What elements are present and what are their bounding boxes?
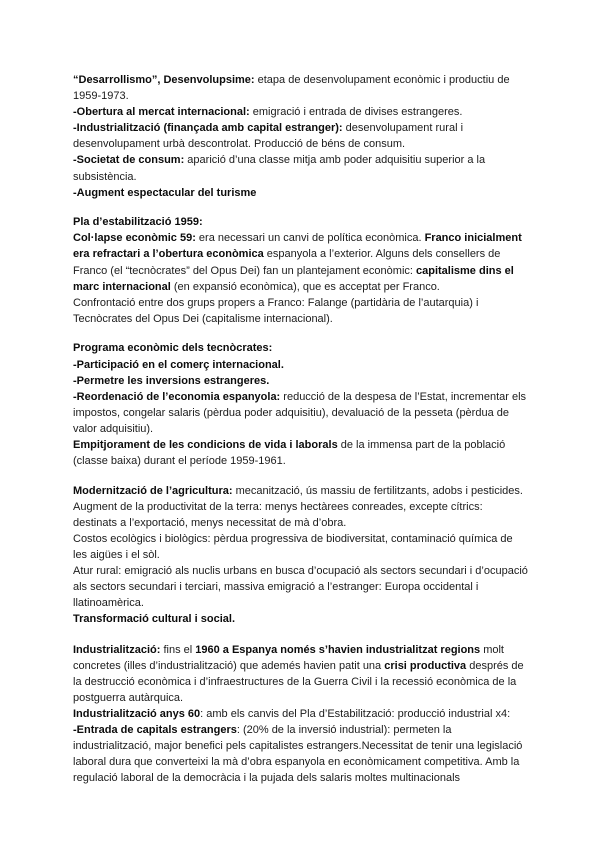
confrontacio-paragraph: Confrontació entre dos grups propers a Franco: Falange (partidària de l’autarquia) i Tecnòcrates del Opus Dei (capitalisme internacional). [73, 296, 479, 325]
participacio-paragraph: -Participació en el comerç internacional. [73, 358, 284, 371]
document-page [73, 72, 529, 786]
obertura-paragraph: -Obertura al mercat internacional: emigració i entrada de divises estrangeres. [73, 106, 463, 119]
collapse-paragraph: Col·lapse econòmic 59: era necessari un canvi de política econòmica. Franco inicialment era refractari a l’obertura econòmica espanyola a l’exterior. Alguns dels consellers de Franco (el “tecnòcrates” del Opus Dei) fan un plantejament econòmic: capitalisme dins el marc internacional (en expansió econòmica), que es acceptat per Franco. [73, 232, 522, 293]
empitjorament-paragraph: Empitjorament de les condicions de vida i laborals de la immensa part de la població (classe baixa) durant el període 1959-1961. [73, 438, 506, 468]
inversions-paragraph: -Permetre les inversions estrangeres. [73, 374, 270, 387]
industrialitzacio-60-paragraph: Industrialització anys 60: amb els canvis del Pla d’Estabilització: producció industrial x4: [73, 707, 511, 720]
industrialitzacio-history-paragraph: Industrialització: fins el 1960 a Espanya només s’havien industrialitzat regions molt concretes (illes d’industrialització) que ademés havien patit una crisi productiva després de la destrucció econòmica i d’infraestructures de la Guerra Civil i la recessió econòmica de la postguerra autàrquica. [73, 643, 524, 704]
programa-heading: Programa econòmic dels tecnòcrates: [73, 342, 273, 355]
societat-consum-paragraph: -Societat de consum: aparició d’una classe mitja amb poder adquisitiu superior a la subsistència. [73, 154, 486, 183]
agricultura-paragraph: Modernització de l’agricultura: mecanització, ús massiu de fertilitzants, adobs i pesticides. [73, 484, 523, 497]
industrialitzacio-paragraph: -Industrialització (finançada amb capital estranger): desenvolupament rural i desenvolupament urbà descontrolat. Producció de béns de consum. [73, 122, 464, 151]
transformacio-paragraph: Transformació cultural i social. [73, 613, 235, 626]
turisme-paragraph: -Augment espectacular del turisme [73, 186, 257, 199]
atur-rural-paragraph: Atur rural: emigració als nuclis urbans en busca d’ocupació als sectors secundari i d’ocupació als sectors secundari i terciari, massiva emigració a l’estranger: Europa occidental i llatinoamèrica. [73, 565, 528, 610]
section-gap [73, 628, 529, 642]
pla-estabilitzacio-heading: Pla d’estabilització 1959: [73, 216, 203, 229]
productivitat-paragraph: Augment de la productivitat de la terra: menys hectàrees conreades, excepte cítrics: destinats a l’exportació, menys necessitat de mà d’obra. [73, 500, 483, 529]
desarrollismo-paragraph: “Desarrollismo”, Desenvolupsime: etapa de desenvolupament econòmic i productiu de 1959-1973. [73, 74, 510, 103]
capitals-estrangers-paragraph: -Entrada de capitals estrangers: (20% de la inversió industrial): permeten la industrialització, major benefici pels capitalistes estrangers.Necessitat de tenir una legislació laboral dura que converteixi la mà d’obra espanyola en econòmicament competitiva. Amb la regulació laboral de la democràcia i la pujada dels salaris moltes multinacionals [73, 723, 523, 785]
reordenacio-paragraph: -Reordenació de l’economia espanyola: reducció de la despesa de l’Estat, incrementar els impostos, congelar salaris (pèrdua poder adquisitiu), devaluació de la pesseta (pèrdua de valor adquisitiu). [73, 390, 527, 435]
costos-paragraph: Costos ecològics i biològics: pèrdua progressiva de biodiversitat, contaminació química de les aigües i el sòl. [73, 532, 513, 562]
section-gap [73, 327, 529, 341]
section-gap [73, 469, 529, 483]
section-gap [73, 201, 529, 215]
